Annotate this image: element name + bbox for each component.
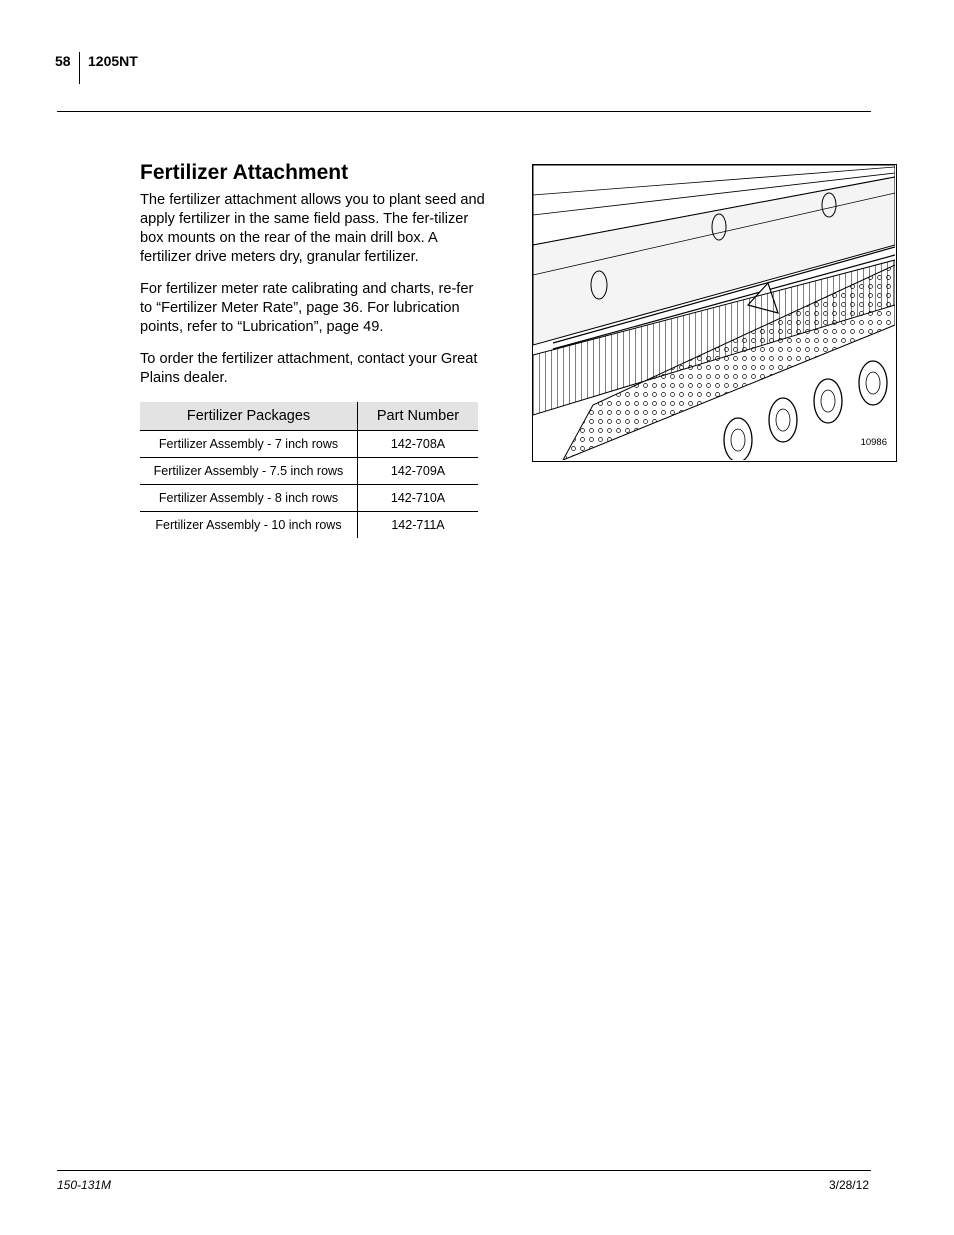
top-rule <box>57 111 871 112</box>
paragraph-references: For fertilizer meter rate calibrating and charts, re-fer to “Fertilizer Meter Rate”, page 36. For lubrication points, refer to “Lubrication”, page 49. <box>140 281 474 335</box>
document-number: 150-131M <box>57 1178 112 1192</box>
seed-drill-illustration-icon <box>533 165 895 460</box>
package-cell: Fertilizer Assembly - 8 inch rows <box>140 485 358 512</box>
page-number: 58 <box>55 53 71 69</box>
table-header-row <box>140 402 478 431</box>
revision-date: 3/28/12 <box>828 1178 869 1192</box>
table-row <box>140 458 478 485</box>
package-cell: Fertilizer Assembly - 10 inch rows <box>140 512 358 539</box>
package-cell: Fertilizer Assembly - 7 inch rows <box>140 431 358 458</box>
column-header-packages: Fertilizer Packages <box>140 402 358 431</box>
part-number-cell: 142-710A <box>358 485 479 512</box>
paragraph-ordering: To order the fertilizer attachment, contact your Great Plains dealer. <box>140 351 478 386</box>
package-cell: Fertilizer Assembly - 7.5 inch rows <box>140 458 358 485</box>
bottom-rule <box>57 1170 871 1171</box>
figure-number: 10986 <box>860 437 887 448</box>
paragraph-intro: The fertilizer attachment allows you to plant seed and apply fertilizer in the same field pass. The fer-tilizer box mounts on the rear of the main drill box. A fertilizer drive meters dry, granular fertilizer. <box>140 192 485 265</box>
fertilizer-packages-table <box>140 402 478 538</box>
column-header-part-number: Part Number <box>358 402 479 431</box>
header-separator <box>79 52 80 84</box>
part-number-cell: 142-709A <box>358 458 479 485</box>
table-row <box>140 512 478 539</box>
table-row <box>140 485 478 512</box>
model-name: 1205NT <box>88 53 138 69</box>
part-number-cell: 142-711A <box>391 518 445 532</box>
part-number-cell: 142-708A <box>358 431 479 458</box>
section-title: Fertilizer Attachment <box>140 161 349 184</box>
table-row <box>140 431 478 458</box>
fertilizer-attachment-figure <box>532 164 897 462</box>
